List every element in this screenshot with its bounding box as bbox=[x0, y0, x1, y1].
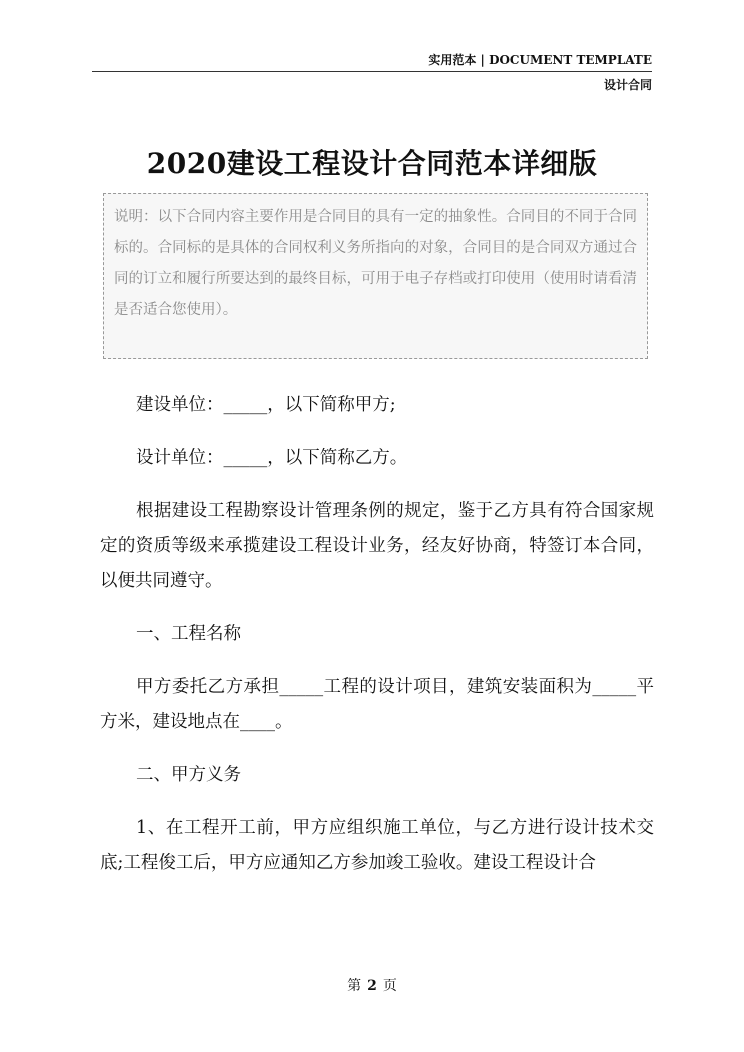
contract-body bbox=[100, 388, 654, 899]
document-title: 2020建设工程设计合同范本详细版 bbox=[146, 147, 598, 180]
paragraph: 根据建设工程勘察设计管理条例的规定，鉴于乙方具有符合国家规定的资质等级来承揽建设工程设计业务，经友好协商，特签订本合同，以便共同遵守。 bbox=[100, 501, 654, 591]
header-label: 实用范本 | DOCUMENT TEMPLATE bbox=[428, 53, 652, 67]
paragraph: 设计单位：_____，以下简称乙方。 bbox=[136, 448, 408, 468]
notice-box: 说明：以下合同内容主要作用是合同目的具有一定的抽象性。合同目的不同于合同标的。合同标的是具体的合同权利义务所指向的对象，合同目的是合同双方通过合同的订立和履行所要达到的最终目标，可用于电子存档或打印使用（使用时请看清是否适合您使用）。 bbox=[103, 193, 648, 359]
paragraph: 甲方委托乙方承担_____工程的设计项目，建筑安装面积为_____平方米，建设地点在____。 bbox=[100, 677, 654, 732]
header-divider bbox=[92, 71, 652, 72]
page-number: 2 bbox=[367, 978, 377, 994]
section-heading: 一、工程名称 bbox=[136, 624, 241, 644]
paragraph: 1、在工程开工前，甲方应组织施工单位，与乙方进行设计技术交底;工程俊工后，甲方应通知乙方参加竣工验收。建设工程设计合 bbox=[100, 818, 654, 873]
page-footer bbox=[0, 975, 744, 995]
page-prefix: 第 bbox=[347, 978, 362, 994]
page-suffix: 页 bbox=[382, 978, 397, 994]
header-subtitle: 设计合同 bbox=[603, 78, 652, 92]
section-heading: 二、甲方义务 bbox=[136, 765, 241, 785]
paragraph: 建设单位：_____，以下简称甲方; bbox=[136, 395, 396, 415]
